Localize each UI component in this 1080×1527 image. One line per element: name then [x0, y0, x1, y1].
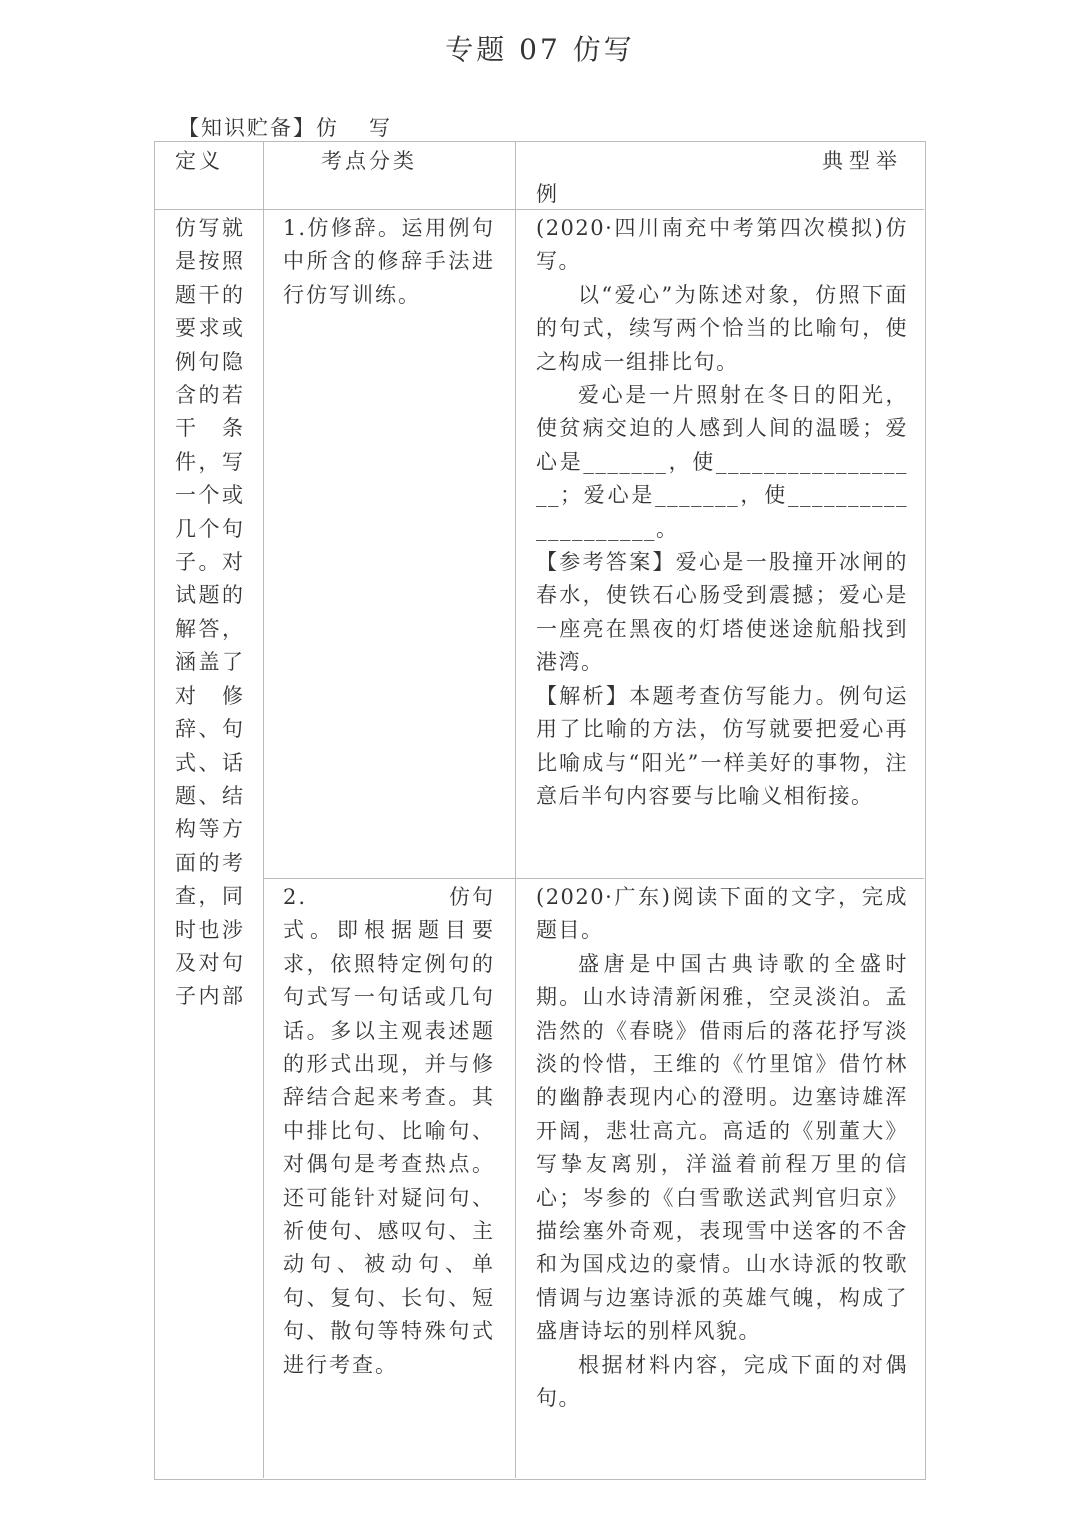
- header-definition: [175, 145, 245, 178]
- category-body: 式。即根据题目要求，依照特定例句的句式写一句话或几句话。多以主观表述题的形式出现，并与修辞结合起来考查。其中排比句、比喻句、对偶句是考查热点。还可能针对疑问句、祈使句、感叹句、主动句、被动句、单句、复句、长句、短句、散句等特殊句式进行考查。: [283, 918, 495, 1377]
- definition-text: 仿写就是按照题干的要求或例句隐含的若干条件，写一个或几个句子。对试题的解答，涵盖了对修辞、句式、话题、结构等方面的考查，同时也涉及对句子内部: [175, 216, 243, 1009]
- category-heading: 仿句: [449, 885, 495, 909]
- example-passage: 盛唐是中国古典诗歌的全盛时期。山水诗清新闲雅，空灵淡泊。孟浩然的《春晓》借雨后的落花抒写淡淡的怜惜，王维的《竹里馆》借竹林的幽静表现内心的澄明。边塞诗雄浑开阔，悲壮高亢。高适的《别董大》写挚友离别，洋溢着前程万里的信心；岑参的《白雪歌送武判官归京》描绘塞外奇观，表现雪中送客的不舍和为国戍边的豪情。山水诗派的牧歌情调与边塞诗派的英雄气魄，构成了盛唐诗坛的别样风貌。: [536, 951, 908, 1344]
- example-sentence-pattern: [536, 881, 908, 1416]
- header-definition-text: 定义: [175, 149, 223, 173]
- category-number: 2.: [283, 885, 308, 909]
- header-category: 考点分类: [321, 149, 417, 173]
- section-heading: [178, 112, 392, 142]
- example-sample: 爱心是一片照射在冬日的阳光，使贫病交迫的人感到人间的温暖；爱心是_______，使__________________；爱心是_______，使____________________。: [536, 383, 908, 541]
- category-rhetoric: 1.仿修辞。运用例句中所含的修辞手法进行仿写训练。: [283, 216, 495, 307]
- page-title: 专题 07 仿写: [445, 33, 635, 66]
- example-analysis: 【解析】本题考查仿写能力。例句运用了比喻的方法，仿写就要把爱心再比喻成与“阳光”一样美好的事物，注意后半句内容要与比喻义相衔接。: [536, 683, 908, 808]
- example-source: (2020·广东)阅读下面的文字，完成题目。: [536, 885, 908, 943]
- knowledge-table: [154, 141, 926, 1480]
- category-sentence-pattern: [283, 881, 495, 1382]
- header-example: 典型举例: [536, 149, 903, 206]
- example-source: (2020·四川南充中考第四次模拟)仿写。: [536, 216, 908, 274]
- example-task: 根据材料内容，完成下面的对偶句。: [536, 1352, 908, 1411]
- example-rhetoric: [536, 212, 908, 813]
- section-label: 【知识贮备】仿: [178, 116, 339, 140]
- section-label-end: 写: [369, 116, 392, 140]
- example-prompt: 以“爱心”为陈述对象，仿照下面的句式，续写两个恰当的比喻句，使之构成一组排比句。: [536, 282, 908, 374]
- example-answer: 【参考答案】爱心是一股撞开冰闸的春水，使铁石心肠受到震撼；爱心是一座亮在黑夜的灯塔使迷途航船找到港湾。: [536, 550, 908, 675]
